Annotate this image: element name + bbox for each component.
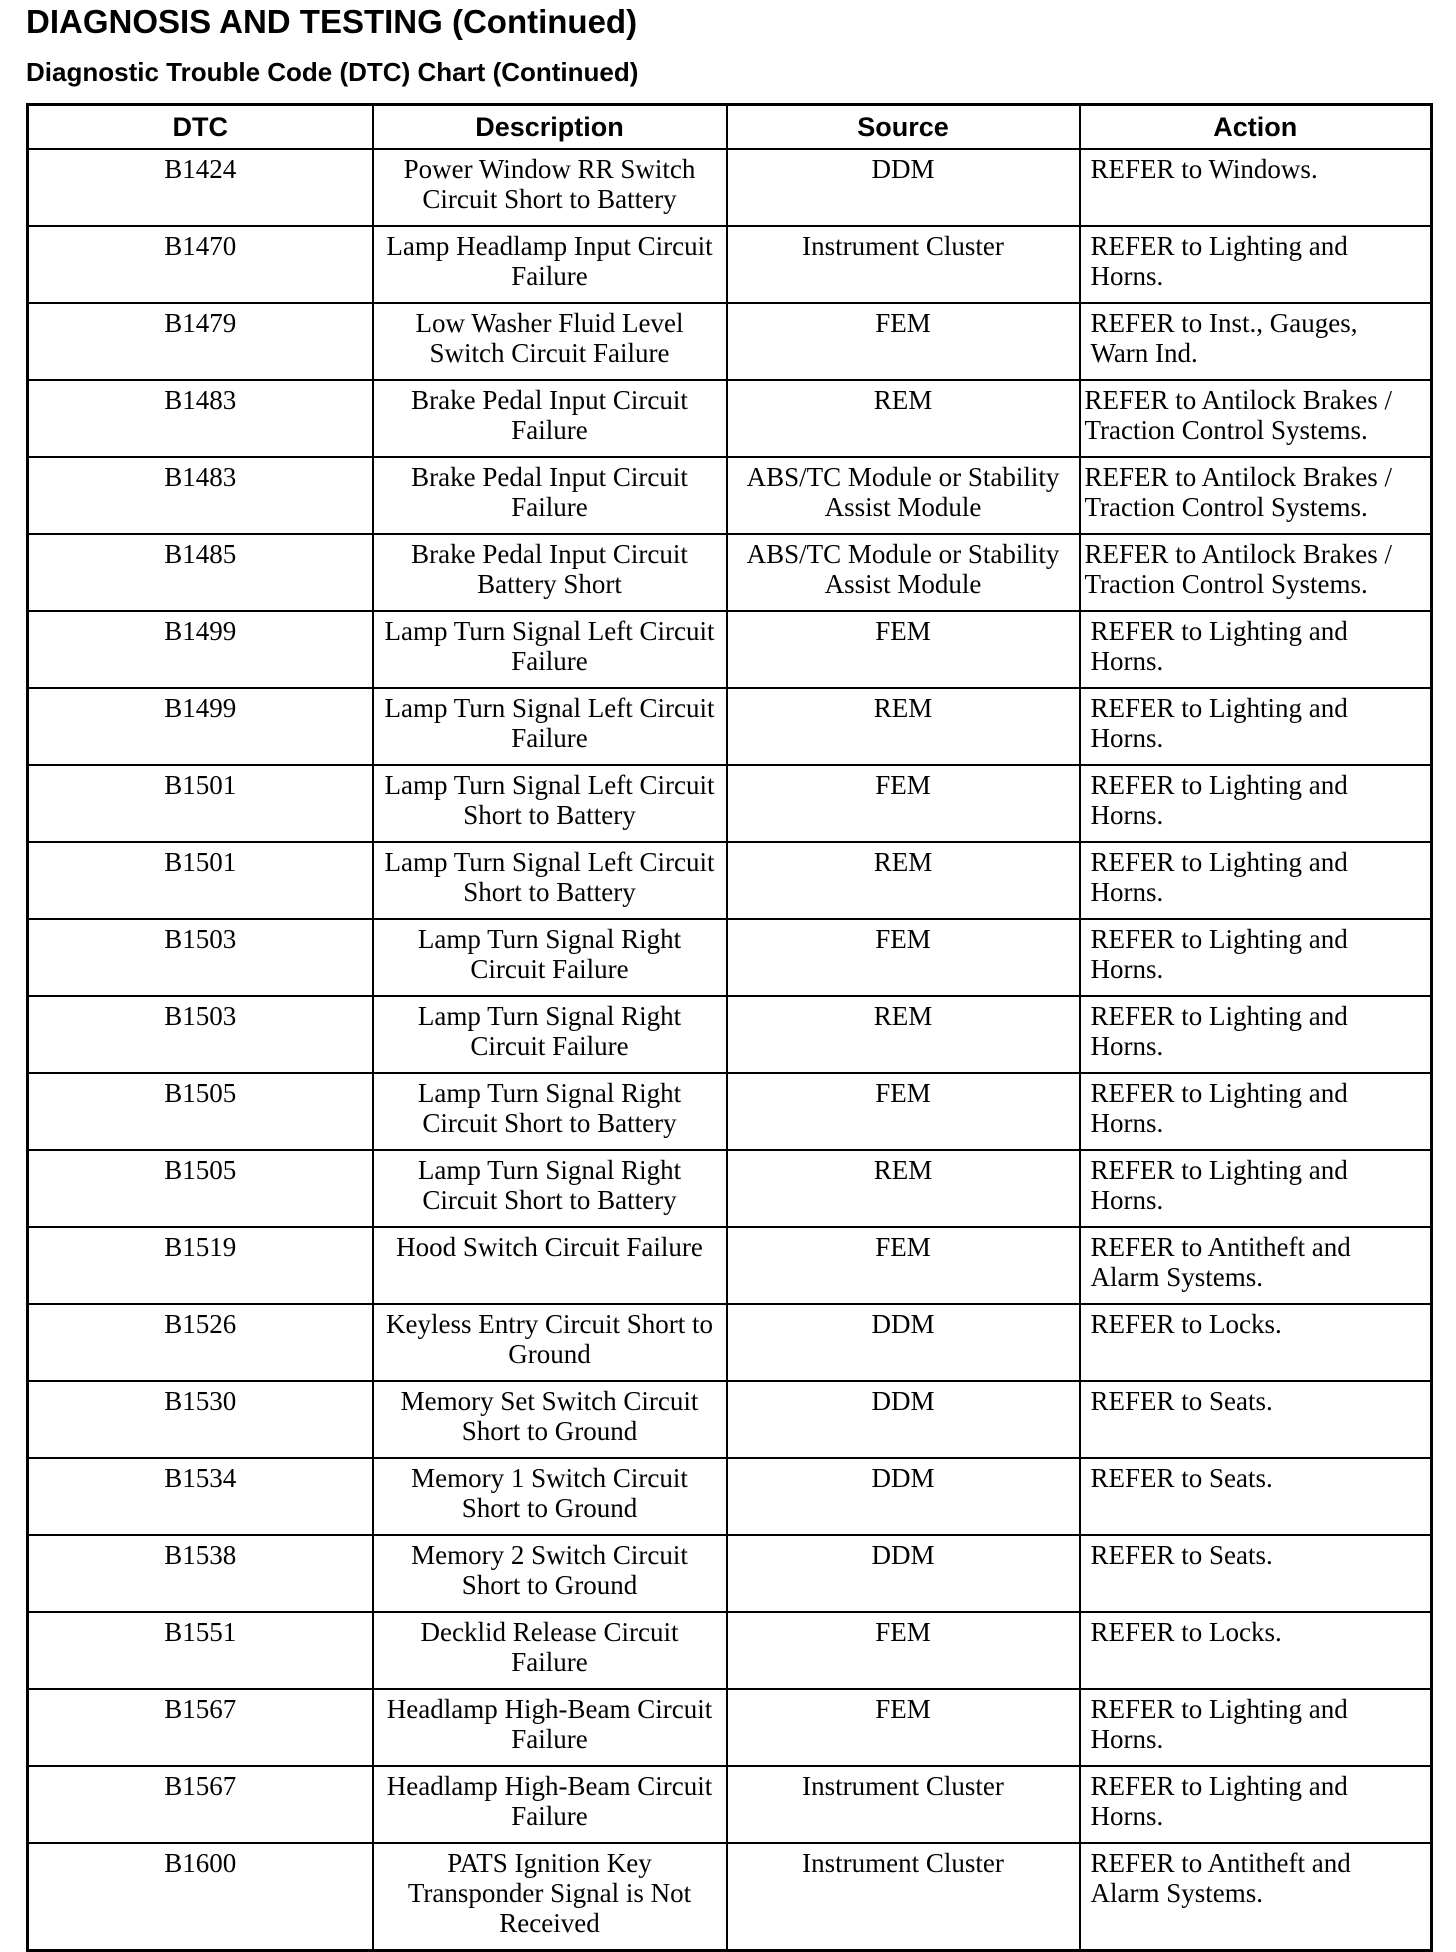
table-row <box>28 1766 1432 1843</box>
table-row <box>28 1612 1432 1689</box>
dtc-description: PATS Ignition Key Transponder Signal is Not Received <box>373 1843 727 1951</box>
table-row <box>28 1381 1432 1458</box>
dtc-action: REFER to Inst., Gauges, Warn Ind. <box>1080 303 1432 380</box>
table-row <box>28 1150 1432 1227</box>
table-row <box>28 1535 1432 1612</box>
dtc-code: B1501 <box>28 765 373 842</box>
dtc-code: B1567 <box>28 1689 373 1766</box>
dtc-description: Lamp Turn Signal Right Circuit Failure <box>373 919 727 996</box>
table-row <box>28 1227 1432 1304</box>
dtc-code: B1499 <box>28 688 373 765</box>
column-header-action: Action <box>1080 105 1432 150</box>
dtc-description: Lamp Turn Signal Right Circuit Failure <box>373 996 727 1073</box>
dtc-code: B1501 <box>28 842 373 919</box>
dtc-action: REFER to Lighting and Horns. <box>1080 226 1432 303</box>
table-row <box>28 611 1432 688</box>
dtc-description: Brake Pedal Input Circuit Battery Short <box>373 534 727 611</box>
dtc-description: Decklid Release Circuit Failure <box>373 1612 727 1689</box>
dtc-code: B1551 <box>28 1612 373 1689</box>
dtc-action: REFER to Lighting and Horns. <box>1080 1689 1432 1766</box>
table-row <box>28 1843 1432 1951</box>
dtc-code: B1530 <box>28 1381 373 1458</box>
table-header-row <box>28 105 1432 150</box>
dtc-description: Lamp Turn Signal Left Circuit Failure <box>373 611 727 688</box>
dtc-source: REM <box>727 1150 1080 1227</box>
dtc-description: Lamp Turn Signal Left Circuit Failure <box>373 688 727 765</box>
dtc-action: REFER to Antitheft and Alarm Systems. <box>1080 1843 1432 1951</box>
table-row <box>28 534 1432 611</box>
dtc-source: FEM <box>727 1227 1080 1304</box>
table-row <box>28 996 1432 1073</box>
dtc-action: REFER to Seats. <box>1080 1535 1432 1612</box>
dtc-code: B1479 <box>28 303 373 380</box>
dtc-source: FEM <box>727 611 1080 688</box>
dtc-source: FEM <box>727 1689 1080 1766</box>
dtc-action: REFER to Lighting and Horns. <box>1080 765 1432 842</box>
dtc-description: Lamp Turn Signal Left Circuit Short to Battery <box>373 842 727 919</box>
dtc-action: REFER to Lighting and Horns. <box>1080 1150 1432 1227</box>
table-row <box>28 457 1432 534</box>
dtc-action: REFER to Lighting and Horns. <box>1080 688 1432 765</box>
table-row <box>28 842 1432 919</box>
dtc-code: B1534 <box>28 1458 373 1535</box>
dtc-source: FEM <box>727 1612 1080 1689</box>
dtc-action: REFER to Antilock Brakes / Traction Control Systems. <box>1080 534 1432 611</box>
column-header-source: Source <box>727 105 1080 150</box>
dtc-code: B1505 <box>28 1150 373 1227</box>
dtc-source: Instrument Cluster <box>727 226 1080 303</box>
dtc-code: B1519 <box>28 1227 373 1304</box>
dtc-action: REFER to Locks. <box>1080 1304 1432 1381</box>
dtc-source: REM <box>727 688 1080 765</box>
table-row <box>28 688 1432 765</box>
dtc-source: Instrument Cluster <box>727 1766 1080 1843</box>
dtc-action: REFER to Lighting and Horns. <box>1080 1766 1432 1843</box>
dtc-code: B1503 <box>28 996 373 1073</box>
dtc-action: REFER to Locks. <box>1080 1612 1432 1689</box>
dtc-source: ABS/TC Module or Stability Assist Module <box>727 457 1080 534</box>
dtc-source: FEM <box>727 765 1080 842</box>
dtc-description: Lamp Turn Signal Left Circuit Short to Battery <box>373 765 727 842</box>
dtc-action: REFER to Seats. <box>1080 1381 1432 1458</box>
dtc-source: DDM <box>727 149 1080 226</box>
table-row <box>28 1458 1432 1535</box>
table-row <box>28 303 1432 380</box>
dtc-chart-table <box>26 103 1433 1952</box>
dtc-description: Memory 2 Switch Circuit Short to Ground <box>373 1535 727 1612</box>
dtc-code: B1505 <box>28 1073 373 1150</box>
dtc-source: Instrument Cluster <box>727 1843 1080 1951</box>
table-row <box>28 380 1432 457</box>
dtc-description: Memory 1 Switch Circuit Short to Ground <box>373 1458 727 1535</box>
table-row <box>28 1304 1432 1381</box>
dtc-description: Low Washer Fluid Level Switch Circuit Failure <box>373 303 727 380</box>
dtc-code: B1483 <box>28 380 373 457</box>
table-row <box>28 226 1432 303</box>
dtc-code: B1499 <box>28 611 373 688</box>
column-header-dtc: DTC <box>28 105 373 150</box>
table-body <box>28 149 1432 1951</box>
dtc-description: Hood Switch Circuit Failure <box>373 1227 727 1304</box>
dtc-action: REFER to Lighting and Horns. <box>1080 611 1432 688</box>
chart-title: Diagnostic Trouble Code (DTC) Chart (Continued) <box>26 57 639 87</box>
table-row <box>28 1689 1432 1766</box>
table-row <box>28 919 1432 996</box>
dtc-description: Power Window RR Switch Circuit Short to Battery <box>373 149 727 226</box>
dtc-source: ABS/TC Module or Stability Assist Module <box>727 534 1080 611</box>
dtc-action: REFER to Seats. <box>1080 1458 1432 1535</box>
dtc-code: B1538 <box>28 1535 373 1612</box>
dtc-source: FEM <box>727 1073 1080 1150</box>
dtc-source: FEM <box>727 303 1080 380</box>
dtc-source: REM <box>727 380 1080 457</box>
dtc-description: Memory Set Switch Circuit Short to Ground <box>373 1381 727 1458</box>
dtc-action: REFER to Antilock Brakes / Traction Control Systems. <box>1080 457 1432 534</box>
dtc-description: Headlamp High-Beam Circuit Failure <box>373 1689 727 1766</box>
dtc-source: REM <box>727 996 1080 1073</box>
dtc-description: Lamp Headlamp Input Circuit Failure <box>373 226 727 303</box>
dtc-description: Brake Pedal Input Circuit Failure <box>373 380 727 457</box>
dtc-description: Lamp Turn Signal Right Circuit Short to Battery <box>373 1073 727 1150</box>
dtc-description: Keyless Entry Circuit Short to Ground <box>373 1304 727 1381</box>
dtc-source: DDM <box>727 1381 1080 1458</box>
dtc-source: FEM <box>727 919 1080 996</box>
column-header-description: Description <box>373 105 727 150</box>
dtc-code: B1470 <box>28 226 373 303</box>
dtc-code: B1485 <box>28 534 373 611</box>
dtc-action: REFER to Lighting and Horns. <box>1080 1073 1432 1150</box>
dtc-source: DDM <box>727 1535 1080 1612</box>
dtc-action: REFER to Antilock Brakes / Traction Control Systems. <box>1080 380 1432 457</box>
table-row <box>28 765 1432 842</box>
dtc-action: REFER to Lighting and Horns. <box>1080 996 1432 1073</box>
dtc-action: REFER to Antitheft and Alarm Systems. <box>1080 1227 1432 1304</box>
dtc-code: B1526 <box>28 1304 373 1381</box>
dtc-description: Lamp Turn Signal Right Circuit Short to Battery <box>373 1150 727 1227</box>
dtc-code: B1483 <box>28 457 373 534</box>
dtc-action: REFER to Lighting and Horns. <box>1080 842 1432 919</box>
dtc-code: B1567 <box>28 1766 373 1843</box>
page-title: DIAGNOSIS AND TESTING (Continued) <box>26 3 638 40</box>
dtc-action: REFER to Lighting and Horns. <box>1080 919 1432 996</box>
dtc-code: B1424 <box>28 149 373 226</box>
dtc-description: Brake Pedal Input Circuit Failure <box>373 457 727 534</box>
dtc-source: REM <box>727 842 1080 919</box>
dtc-code: B1503 <box>28 919 373 996</box>
table-row <box>28 149 1432 226</box>
dtc-code: B1600 <box>28 1843 373 1951</box>
dtc-source: DDM <box>727 1458 1080 1535</box>
table-row <box>28 1073 1432 1150</box>
dtc-source: DDM <box>727 1304 1080 1381</box>
dtc-description: Headlamp High-Beam Circuit Failure <box>373 1766 727 1843</box>
dtc-action: REFER to Windows. <box>1080 149 1432 226</box>
